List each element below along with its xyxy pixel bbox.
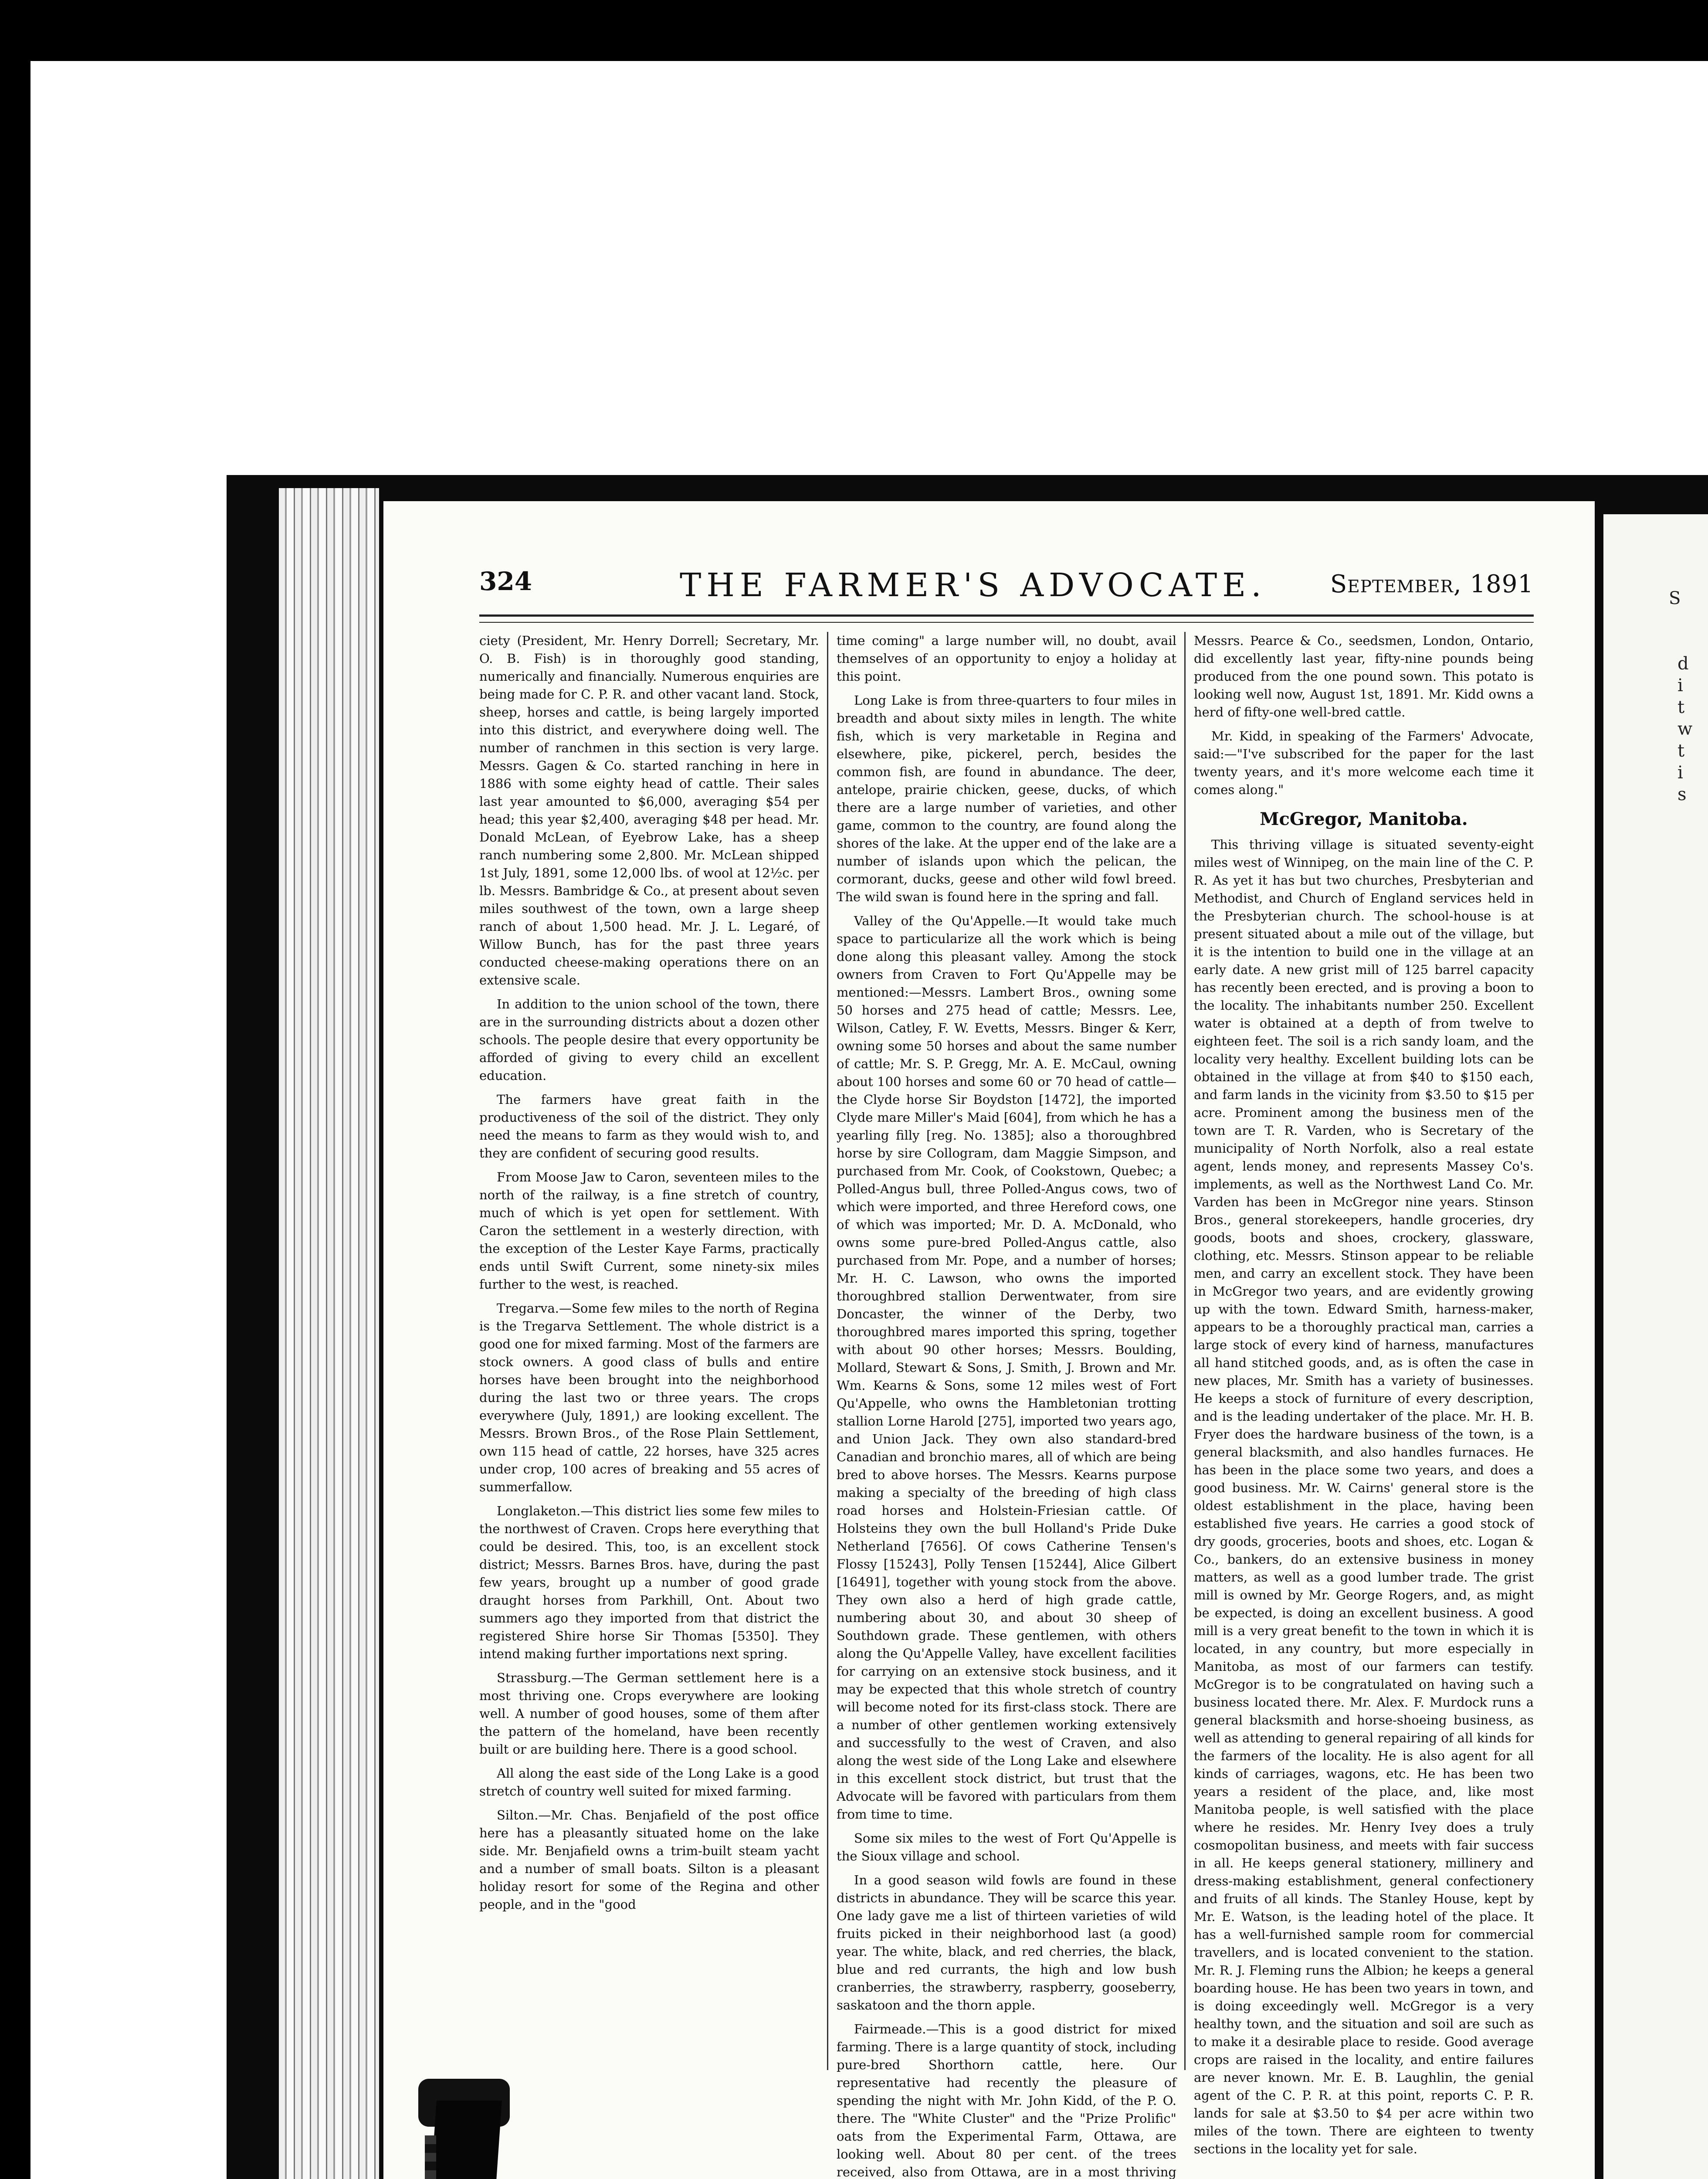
- newspaper-page: [383, 501, 1595, 2179]
- facing-page-letter: s: [1678, 784, 1687, 804]
- paragraph: All along the east side of the Long Lake is a good stretch of country well suited for mixed farming.: [479, 1766, 819, 1799]
- paragraph: From Moose Jaw to Caron, seventeen miles to the north of the railway, is a fine stretch of country, much of which is yet open for settlement. With Caron the settlement in a westerly direction, with the exception of the Lester Kaye Farms, practically ends until Swift Current, some ninety-six miles further to the west, is reached.: [479, 1170, 819, 1292]
- facing-page-letter: S: [1669, 588, 1681, 608]
- paragraph: Silton.—Mr. Chas. Benjafield of the post office here has a pleasantly situated home on the lake side. Mr. Benjafield owns a trim-built steam yacht and a number of small boats. Silton is a pleasant holiday resort for some of the Regina and other people, and in the "good: [479, 1808, 819, 1912]
- section-heading: McGregor, Manitoba.: [1260, 809, 1468, 829]
- header-rule: [479, 614, 1534, 623]
- facing-page-letter: d: [1678, 654, 1689, 674]
- paragraph: Tregarva.—Some few miles to the north of Regina is the Tregarva Settlement. The whole district is a good one for mixed farming. Most of the farmers are stock owners. A good class of bulls and entire horses have been brought into the neighborhood during the last two or three years. The crops everywhere (July, 1891,) are looking excellent. The Messrs. Brown Bros., of the Rose Plain Settlement, own 115 head of cattle, 22 horses, have 325 acres under crop, 100 acres of breaking and 55 acres of summerfallow.: [479, 1301, 819, 1494]
- paragraph: This thriving village is situated seventy-eight miles west of Winnipeg, on the main line of the C. P. R. As yet it has but two churches, Presbyterian and Methodist, and Church of England services held in the Presbyterian church. The school-house is at present situated about a mile out of the village, but it is the intention to build one in the village at an early date. A new grist mill of 125 barrel capacity has recently been erected, and is proving a boon to the locality. The inhabitants number 250. Excellent water is obtained at a depth of from twelve to eighteen feet. The soil is a rich sandy loam, and the locality very healthy. Excellent building lots can be obtained in the village at from $40 to $150 each, and farm lands in the vicinity from $3.50 to $15 per acre. Prominent among the business men of the town are T. R. Varden, who is Secretary of the municipality of North Norfolk, also a real estate agent, lends money, and represents Massey Co's. implements, as well as the Northwest Land Co. Mr. Varden has been in McGregor nine years. Stinson Bros., general storekeepers, handle groceries, dry goods, boots and shoes, crockery, glassware, clothing, etc. Messrs. Stinson appear to be reliable men, and carry an excellent stock. They have been in McGregor two years, and are evidently growing up with the town. Edward Smith, harness-maker, appears to be a thoroughly practical man, carries a large stock of every kind of harness, manufactures all hand stitched goods, and, as is often the case in new places, Mr. Smith has a variety of businesses. He keeps a stock of furniture of every description, and is the leading undertaker of the place. Mr. H. B. Fryer does the hardware business of the town, is a general blacksmith, and also handles furnaces. He has been in the place some two years, and does a good business. Mr. W. Cairns' general store is the oldest establishment in the place, having been established five years. He carries a good stock of dry goods, groceries, boots and shoes, etc. Logan & Co., bankers, do an extensive business in money matters, as well as a good lumber trade. The grist mill is owned by Mr. George Rogers, and, as might be expected, is doing an excellent business. A good mill is a very great benefit to the town in which it is located, in any country, but more especially in Manitoba, as most of our farmers can testify. McGregor is to be congratulated on having such a business located there. Mr. Alex. F. Murdock runs a general blacksmith and horse-shoeing business, as well as attending to general repairing of all kinds for the farmers of the locality. He is also agent for all kinds of carriages, wagons, etc. He has been two years a resident of the place, and, like most Manitoba people, is well satisfied with the place where he resides. Mr. Henry Ivey does a truly cosmopolitan business, and meets with fair success in all. He keeps general stationery, millinery and dress-making establishment, general confectionery and fruits of all kinds. The Stanley House, kept by Mr. E. Watson, is the leading hotel of the place. It has a well-furnished sample room for commercial travellers, and is located convenient to the station. Mr. R. J. Fleming runs the Albion; he keeps a general boarding house. He has been two years in town, and is doing exceedingly well. McGregor is a very healthy town, and the situation and soil are such as to make it a desirable place to reside. Good average crops are raised in the locality, and entire failures are never known. Mr. E. B. Laughlin, the genial agent of the C. P. R. at this point, reports C. P. R. lands for sale at $3.50 to $4 per acre within two miles of the town. There are eighteen to twenty sections in the locality yet for sale.: [1194, 837, 1534, 2156]
- paragraph: Some six miles to the west of Fort Qu'Appelle is the Sioux village and school.: [837, 1831, 1176, 1863]
- facing-page-letter: t: [1678, 697, 1685, 717]
- facing-page-edge: [1603, 514, 1708, 2179]
- paragraph: ciety (President, Mr. Henry Dorrell; Secretary, Mr. O. B. Fish) is in thoroughly good standing, numerically and financially. Numerous enquiries are being made for C. P. R. and other vacant land. Stock, sheep, horses and cattle, is being largely imported into this district, and everywhere doing well. The number of ranchmen in this section is very large. Messrs. Gagen & Co. started ranching in here in 1886 with some eighty head of cattle. Their sales last year amounted to $6,000, averaging $54 per head; this year $2,400, averaging $48 per head. Mr. Donald McLean, of Eyebrow Lake, has a sheep ranch numbering some 2,800. Mr. McLean shipped 1st July, 1891, some 12,000 lbs. of wool at 12½c. per lb. Messrs. Bambridge & Co., at present about seven miles southwest of the town, own a large sheep ranch of about 1,500 head. Mr. J. L. Legaré, of Willow Bunch, has for the past three years conducted cheese-making operations there on an extensive scale.: [479, 633, 819, 988]
- paragraph: Valley of the Qu'Appelle.—It would take much space to particularize all the work which is being done along this pleasant valley. Among the stock owners from Craven to Fort Qu'Appelle may be mentioned:—Messrs. Lambert Bros., owning some 50 horses and 275 head of cattle; Messrs. Lee, Wilson, Catley, F. W. Evetts, Messrs. Binger & Kerr, owning some 50 horses and about the same number of cattle; Mr. S. P. Gregg, Mr. A. E. McCaul, owning about 100 horses and some 60 or 70 head of cattle—the Clyde horse Sir Boydston [1472], the imported Clyde mare Miller's Maid [604], from which he has a yearling filly [reg. No. 1385]; also a thoroughbred horse by sire Collogram, dam Maggie Simpson, and purchased from Mr. Cook, of Cookstown, Quebec; a Polled-Angus bull, three Polled-Angus cows, two of which were imported, and three Hereford cows, one of which was imported; Mr. D. A. McDonald, who owns some pure-bred Polled-Angus cattle, also purchased from Mr. Pope, and a number of horses; Mr. H. C. Lawson, who owns the imported thoroughbred stallion Derwentwater, from sire Doncaster, the winner of the Derby, two thoroughbred mares imported this spring, together with about 90 other horses; Messrs. Boulding, Mollard, Stewart & Sons, J. Smith, J. Brown and Mr. Wm. Kearns & Sons, some 12 miles west of Fort Qu'Appelle, who owns the Hambletonian trotting stallion Lorne Harold [275], imported two years ago, and Union Jack. They own also standard-bred Canadian and bronchio mares, all of which are being bred to above horses. The Messrs. Kearns purpose making a specialty of the breeding of high class road horses and Holstein-Friesian cattle. Of Holsteins they own the bull Holland's Pride Duke Netherland [7656]. Of cows Catherine Tensen's Flossy [15243], Polly Tensen [15244], Alice Gilbert [16491], together with young stock from the above. They own also a herd of high grade cattle, numbering about 30, and about 30 sheep of Southdown grade. These gentlemen, with others along the Qu'Appelle Valley, have excellent facilities for carrying on an extensive stock business, and it may be expected that this whole stretch of country will become noted for its first-class stock. There are a number of other gentlemen working extensively and successfully to the west of Craven, and also along the west side of the Long Lake and elsewhere in this excellent stock district, but trust that the Advocate will be favored with particulars from them from time to time.: [837, 913, 1176, 1822]
- paragraph: Strassburg.—The German settlement here is a most thriving one. Crops everywhere are looking well. A number of good houses, some of them after the pattern of the homeland, have been recently built or are building here. There is a good school.: [479, 1670, 819, 1757]
- paragraph: In addition to the union school of the town, there are in the surrounding districts about a dozen other schools. The people desire that every opportunity be afforded of giving to every child an excellent education.: [479, 997, 819, 1083]
- book-clamp-grip: [425, 2135, 436, 2179]
- page-header: [479, 567, 1534, 614]
- paragraph: time coming" a large number will, no doubt, avail themselves of an opportunity to enjoy a holiday at this point.: [837, 633, 1176, 684]
- column-3: [1194, 632, 1534, 2156]
- column-2: [837, 632, 1176, 2179]
- facing-page-letter: t: [1678, 741, 1685, 761]
- column-rule: [1184, 632, 1186, 2070]
- paragraph: Mr. Kidd, in speaking of the Farmers' Advocate, said:—"I've subscribed for the paper for the last twenty years, and it's more welcome each time it comes along.": [1194, 729, 1534, 797]
- facing-page-letter: i: [1678, 763, 1683, 783]
- issue-date: September, 1891: [1330, 570, 1534, 598]
- column-rule: [827, 632, 828, 2070]
- paragraph: In a good season wild fowls are found in these districts in abundance. They will be scarce this year. One lady gave me a list of thirteen varieties of wild fruits picked in their neighborhood last (a good) year. The white, black, and red cherries, the black, blue and red currants, the high and low bush cranberries, the strawberry, raspberry, gooseberry, saskatoon and the thorn apple.: [837, 1873, 1176, 2013]
- paragraph: Long Lake is from three-quarters to four miles in breadth and about sixty miles in length. The white fish, which is very marketable in Regina and elsewhere, pike, pickerel, perch, besides the common fish, are found in abundance. The deer, antelope, prairie chicken, geese, ducks, of which there are a large number of varieties, and other game, common to the country, are found along the shores of the lake. At the upper end of the lake are a number of islands upon which the pelican, the cormorant, ducks, geese and other wild fowl breed. The wild swan is found here in the spring and fall.: [837, 693, 1176, 904]
- journal-title: THE FARMER'S ADVOCATE.: [680, 567, 1267, 604]
- page-number: 324: [479, 567, 532, 596]
- paragraph: Fairmeade.—This is a good district for mixed farming. There is a large quantity of stock, including pure-bred Shorthorn cattle, here. Our representative had recently the pleasure of spending the night with Mr. John Kidd, of the P. O. there. The "White Cluster" and the "Prize Prolific" oats from the Experimental Farm, Ottawa, are looking well. About 80 per cent. of the trees received, also from Ottawa, are in a most thriving: [837, 2022, 1176, 2179]
- column-1: [479, 632, 819, 1939]
- paragraph: Messrs. Pearce & Co., seedsmen, London, Ontario, did excellently last year, fifty-nine pounds being produced from the one pound sown. This potato is looking well now, August 1st, 1891. Mr. Kidd owns a herd of fifty-one well-bred cattle.: [1194, 633, 1534, 720]
- paragraph: The farmers have great faith in the productiveness of the soil of the district. They only need the means to farm as they would wish to, and they are confident of securing good results.: [479, 1092, 819, 1161]
- paragraph: Longlaketon.—This district lies some few miles to the northwest of Craven. Crops here everything that could be desired. This, too, is an excellent stock district; Messrs. Barnes Bros. have, during the past few years, brought up a number of good grade draught horses from Parkhill, Ont. About two summers ago they imported from that district the registered Shire horse Sir Thomas [5350]. They intend making further importations next spring.: [479, 1504, 819, 1661]
- page-edges: [279, 488, 379, 2179]
- facing-page-letter: w: [1678, 719, 1693, 739]
- facing-page-letter: i: [1678, 675, 1683, 696]
